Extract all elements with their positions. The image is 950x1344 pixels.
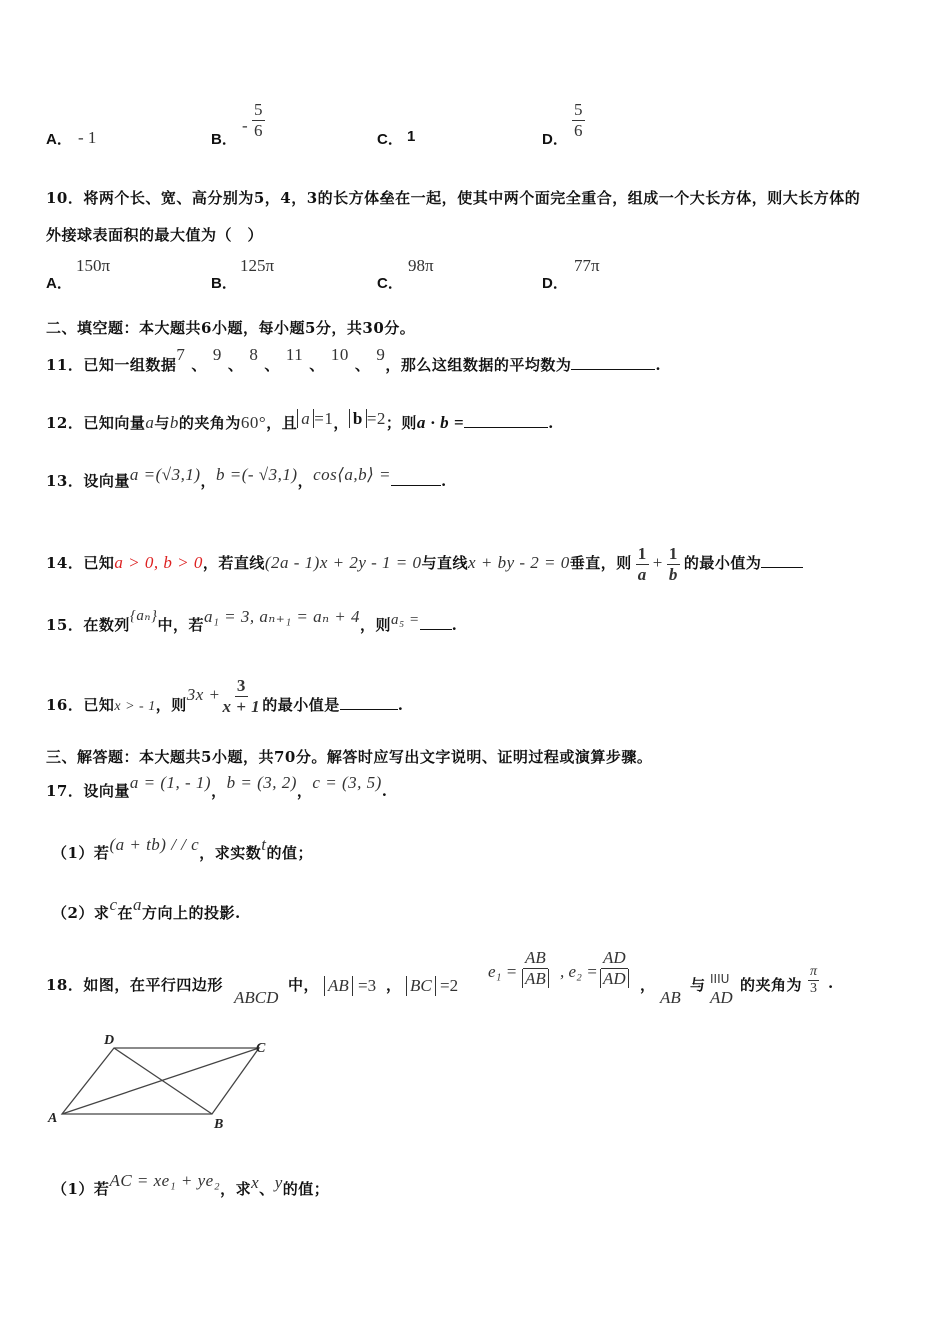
q18-abs-bc: BC: [406, 976, 436, 996]
q16-condition: x > - 1: [114, 699, 156, 715]
q17-end: .: [381, 782, 388, 800]
q14-plus: +: [652, 553, 663, 573]
q11: [46, 345, 662, 375]
vertex-a-label: A: [48, 1111, 58, 1126]
q13-answer-blank[interactable]: [391, 485, 441, 486]
q10-b-label: B．: [211, 275, 237, 292]
q17-p2-label: （2）求: [52, 904, 110, 922]
q10-options: [46, 256, 666, 292]
q18-e1: e₁ =: [488, 962, 518, 981]
q18-e2: , e₂ =: [560, 962, 598, 981]
q9-b-sign: -: [242, 116, 248, 135]
q11-data-5: 9: [376, 345, 386, 364]
q18-with: 与: [690, 976, 706, 994]
q18-prefix: 18．如图，在平行四边形: [46, 976, 223, 994]
q11-data-4: 10: [330, 345, 349, 364]
q13-end: .: [440, 472, 447, 490]
q11-answer-blank[interactable]: [571, 369, 655, 370]
q18-p1-mid: ，求: [220, 1180, 252, 1198]
q9-a-value: - 1: [78, 128, 97, 147]
q17-part1: [52, 835, 313, 863]
q16-expr: 3x +: [186, 685, 221, 705]
q14-mid3: 垂直，则: [569, 554, 632, 573]
q9-c-label: C．: [377, 131, 403, 148]
q14-mid1: ，若直线: [202, 554, 265, 573]
q11-data-1: 9: [212, 345, 222, 364]
q14-condition: a > 0, b > 0: [114, 553, 203, 573]
q18-p1-y: y: [274, 1173, 283, 1192]
q13-cos-expr: cos⟨a,b⟩ =: [313, 465, 391, 484]
q10-line2: 外接球表面积的最大值为（ ）: [46, 226, 264, 244]
q17-p2-c: c: [109, 895, 118, 914]
q18-shape: ABCD: [234, 988, 279, 1007]
q18-e1-frac: $\frac{AB}{AB}$: [522, 948, 549, 988]
q9-d-fraction: $\frac{5}{6}$: [574, 100, 583, 140]
q15-prefix: 15．在数列: [46, 616, 130, 634]
q14-mid2: 与直线: [421, 554, 469, 573]
q12: [46, 409, 554, 433]
q11-data-0: 7: [176, 345, 186, 364]
parallelogram-figure: [44, 1028, 284, 1134]
q18-vec-ad: AD: [710, 988, 733, 1007]
q12-vec-a: a: [145, 413, 155, 432]
q17-p1-t: t: [261, 835, 267, 854]
q11-end: .: [655, 356, 662, 374]
q11-suffix: ，那么这组数据的平均数为: [385, 356, 572, 374]
q16-suffix: 的最小值是: [262, 696, 340, 715]
q13-prefix: 13．设向量: [46, 472, 130, 490]
q18-garbled-glyph: ꓲꓲꓲꓴ: [710, 972, 730, 986]
q9-b-fraction: $\frac{5}{6}$: [254, 100, 263, 140]
q11-sep-2: 、: [264, 356, 280, 374]
q18-end: .: [828, 974, 834, 992]
q14-suffix: 的最小值为: [683, 554, 762, 573]
vertex-b-label: B: [214, 1117, 224, 1132]
q13-b-def: b =(- √3,1): [216, 465, 298, 484]
q14-frac-1: $\frac{1}{a}$: [637, 544, 647, 584]
q11-sep-0: 、: [191, 356, 207, 374]
q12-answer-blank[interactable]: [464, 427, 548, 428]
q16-prefix: 16．已知: [46, 696, 115, 715]
q12-and: 与: [154, 414, 170, 432]
q15-condition: a₁ = 3, aₙ₊₁ = aₙ + 4: [203, 607, 360, 626]
q10-line1: 10．将两个长、宽、高分别为5，4，3的长方体垒在一起，使其中两个面完全重合，组成一个大长方体，则大长方体的: [46, 189, 861, 207]
q11-sep-4: 、: [354, 356, 371, 374]
q10-d-label: D．: [542, 275, 568, 292]
q17-prefix: 17．设向量: [46, 782, 130, 800]
q13-a-def: a =(√3,1): [129, 465, 201, 484]
q9-c-value: 1: [407, 128, 416, 145]
q17-p1-mid: ，求实数: [199, 844, 262, 862]
q14-line1-eq: (2a - 1)x + 2y - 1 = 0: [264, 553, 422, 573]
q18-vec-ab: AB: [660, 988, 681, 1007]
q12-prefix: 12．已知向量: [46, 414, 146, 432]
q18-p1-x: x: [251, 1173, 260, 1192]
q14-line2-eq: x + by - 2 = 0: [468, 553, 570, 573]
q14-answer-blank[interactable]: [761, 567, 803, 568]
q18-e2-frac: $\frac{AD}{AD}$: [600, 948, 629, 988]
q9-options: [46, 100, 666, 160]
q18-p1-expr: AC = xe₁ + ye₂: [109, 1171, 221, 1190]
q9-a-label: A．: [46, 131, 72, 148]
q16-end: .: [397, 696, 404, 715]
q17-sep-2: ，: [296, 782, 313, 800]
q10-a-value: 150π: [76, 256, 111, 275]
q12-semi: ；则: [385, 414, 417, 432]
q12-abs-b: b: [349, 409, 367, 428]
q14: [46, 544, 803, 584]
section2-heading: 二、填空题：本大题共6小题，每小题5分，共30分。: [46, 319, 416, 337]
q15-mid: 中，若: [157, 616, 204, 634]
q15-seq: {aₙ}: [129, 608, 158, 624]
q12-vec-b: b: [169, 413, 179, 432]
q9-b-label: B．: [211, 131, 237, 148]
q18-p1-dun: 、: [259, 1180, 275, 1198]
section3-heading: 三、解答题：本大题共5小题，共70分。解答时应写出文字说明、证明过程或演算步骤。: [46, 748, 653, 766]
q16-frac: $\frac{3}{x + 1}$: [222, 676, 261, 716]
q11-prefix: 11．已知一组数据: [46, 356, 177, 374]
q18-mid2: ，: [640, 976, 656, 994]
q9-d-label: D．: [542, 131, 568, 148]
q18: [46, 948, 846, 1012]
q17-c-def: c = (3, 5): [312, 773, 382, 792]
q17-a-def: a = (1, - 1): [129, 773, 212, 792]
q10-a-label: A．: [46, 275, 72, 292]
q17-p1-end: 的值；: [266, 844, 313, 862]
q18-angle-text: 的夹角为: [740, 976, 803, 994]
q10-c-value: 98π: [408, 256, 434, 275]
q15: [46, 607, 458, 635]
q12-dot-expr: a · b =: [416, 413, 465, 432]
q15-then: ，则: [359, 616, 391, 634]
q17-part2: [52, 895, 241, 923]
q12-end: .: [548, 414, 554, 432]
q15-answer-blank[interactable]: [420, 629, 452, 630]
q12-angle: 60°: [240, 413, 267, 432]
q18-p1-end: 的值；: [282, 1180, 330, 1198]
q18-angle-frac: $\frac{\pi}{3}$: [810, 964, 818, 997]
q18-part1: [52, 1171, 330, 1199]
vertex-c-label: C: [256, 1041, 266, 1056]
q13: 13．设向量a =(√3,1)，b =(- √3,1)，cos⟨a,b⟩ = .: [46, 465, 447, 490]
q18-bc-eq: =2: [440, 976, 459, 995]
q17-p1-expr: (a + tb) / / c: [109, 835, 200, 854]
q17-p1-label: （1）若: [52, 844, 110, 862]
q11-sep-1: 、: [227, 356, 244, 374]
q10-b-value: 125π: [240, 256, 275, 275]
q15-ask: a₅ =: [390, 612, 420, 628]
q18-ab-eq: =3: [358, 976, 377, 995]
q11-sep-3: 、: [309, 356, 325, 374]
q12-comma: ，: [333, 414, 349, 432]
q14-frac-2: $\frac{1}{b}$: [668, 544, 678, 584]
q11-data-3: 11: [285, 345, 304, 364]
q14-prefix: 14．已知: [46, 554, 115, 573]
q12-mid: 的夹角为: [178, 414, 241, 432]
q11-data-2: 8: [249, 345, 259, 364]
q17-p2-mid: 在: [117, 904, 133, 922]
q12-then: ，且: [266, 414, 298, 432]
q18-abs-ab: AB: [324, 976, 353, 996]
q18-sep: ，: [386, 976, 402, 994]
q12-eq2: =2: [366, 409, 386, 428]
q17-sep-1: ，: [211, 782, 227, 800]
q16-answer-blank[interactable]: [340, 709, 398, 710]
q16-then: ，则: [155, 696, 187, 715]
q17: [46, 773, 388, 801]
q10-c-label: C．: [377, 275, 403, 292]
q15-end: .: [451, 616, 458, 634]
q18-p1-label: （1）若: [52, 1180, 110, 1198]
q17-b-def: b = (3, 2): [226, 773, 297, 792]
q17-p2-end: 方向上的投影.: [142, 904, 241, 922]
q12-abs-a: a: [297, 409, 314, 428]
vertex-d-label: D: [104, 1033, 115, 1048]
q16: [46, 676, 404, 726]
q18-mid: 中，: [288, 976, 320, 994]
q12-eq1: =1: [314, 409, 334, 428]
q10-d-value: 77π: [574, 256, 600, 275]
diagonal-ac: [62, 1048, 259, 1114]
diagonal-bd: [114, 1048, 212, 1114]
q17-p2-a: a: [133, 895, 142, 914]
